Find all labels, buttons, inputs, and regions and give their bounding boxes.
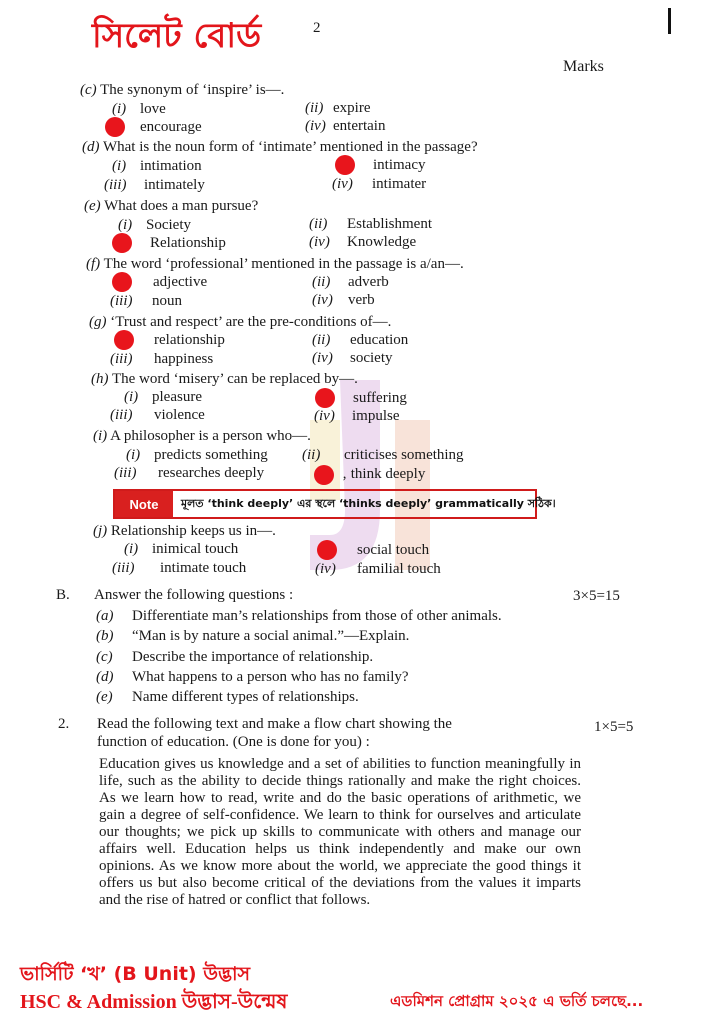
option: (i) inimical touch <box>124 541 239 557</box>
option: (iii) noun <box>110 293 182 309</box>
answer-mark <box>314 465 334 485</box>
q2-instruction-line1: Read the following text and make a flow chart showing the <box>97 716 452 732</box>
option: (ii) expire <box>305 100 371 116</box>
option: (iv) society <box>312 350 393 366</box>
option: (ii) adverb <box>312 274 389 290</box>
option: (iv) entertain <box>305 118 386 134</box>
question-i: (i) A philosopher is a person who—. <box>93 428 311 444</box>
list-item: (b) “Man is by nature a social animal.”—Explain. <box>96 628 410 644</box>
option: (iii) intimately <box>104 177 205 193</box>
list-item: (a) Differentiate man’s relationships from those of other animals. <box>96 608 502 624</box>
answer-mark <box>112 272 132 292</box>
question-e: (e) What does a man pursue? <box>84 198 259 214</box>
option: (iii) happiness <box>110 351 214 367</box>
option: (i) love <box>112 101 166 117</box>
answer-mark <box>317 540 337 560</box>
option: ‚ think deeply <box>342 466 426 482</box>
option: (i) predicts something <box>126 447 268 463</box>
answer-mark <box>112 233 132 253</box>
option: suffering <box>353 390 407 406</box>
footer-promo: এডমিশন প্রোগ্রাম ২০২৫ এ ভর্তি চলছে... <box>390 992 644 1010</box>
option: (i) pleasure <box>124 389 202 405</box>
section-b-label: B. <box>56 587 70 603</box>
answer-mark <box>335 155 355 175</box>
section-b-marks: 3×5=15 <box>573 588 620 604</box>
note-box <box>113 489 556 519</box>
option: (iv) Knowledge <box>309 234 417 250</box>
margin-rule <box>668 8 671 34</box>
answer-mark <box>315 388 335 408</box>
option: (ii) education <box>312 332 409 348</box>
question-h: (h) The word ‘misery’ can be replaced by—. <box>91 371 358 387</box>
question-j: (j) Relationship keeps us in—. <box>93 523 276 539</box>
option: (ii) Establishment <box>309 216 432 232</box>
note-tag: Note <box>115 491 173 517</box>
option: encourage <box>140 119 202 135</box>
q2-number: 2. <box>58 716 70 732</box>
page-number: 2 <box>313 20 321 36</box>
option: (ii) criticises something <box>302 447 464 463</box>
option: (i) intimation <box>112 158 202 174</box>
answer-mark <box>105 117 125 137</box>
q2-marks: 1×5=5 <box>594 719 634 735</box>
board-title: সিলেট বোর্ড <box>92 16 262 56</box>
option: (iii) researches deeply <box>114 465 265 481</box>
option: intimacy <box>373 157 426 173</box>
question-d: (d) What is the noun form of ‘intimate’ mentioned in the passage? <box>82 139 478 155</box>
option: (iv) impulse <box>314 408 400 424</box>
question-c: (c) The synonym of ‘inspire’ is—. <box>80 82 285 98</box>
note-text: মূলত ‘think deeply’ এর স্থলে ‘thinks deeply’ grammatically সঠিক। <box>181 496 556 510</box>
option: (iii) intimate touch <box>112 560 247 576</box>
q2-passage: Education gives us knowledge and a set of abilities to function meaningfully in life, such as the ability to decide things rationally and make the right choices. As we learn how to read, write and do the basic operations of arithmetic, we gain a degree of self-confidence. We learn to think for ourselves and articulate our thoughts; we pick up skills to communicate with others and manage our affairs well. Education helps us think independently and make our own opinions. As we know more about the world, we appreciate the good things it offers us but also become critical of the deviations from the values it imparts and the rise of hatred or conflict that follows. <box>99 756 581 908</box>
question-f: (f) The word ‘professional’ mentioned in the passage is a/an—. <box>86 256 464 272</box>
option: (iv) verb <box>312 292 375 308</box>
option: adjective <box>153 274 208 290</box>
option: (iv) familial touch <box>315 561 441 577</box>
option: (i) Society <box>118 217 191 233</box>
q2-instruction-line2: function of education. (One is done for you) : <box>97 734 370 750</box>
option: Relationship <box>150 235 226 251</box>
option: social touch <box>357 542 430 558</box>
marks-label: Marks <box>563 58 604 75</box>
option: relationship <box>154 332 225 348</box>
option: (iii) violence <box>110 407 205 423</box>
list-item: (c) Describe the importance of relationship. <box>96 649 374 665</box>
question-g: (g) ‘Trust and respect’ are the pre-conditions of—. <box>89 314 392 330</box>
list-item: (d) What happens to a person who has no family? <box>96 669 409 685</box>
footer-brand-line1: ভার্সিটি ‘খ’ (B Unit) উদ্ভাস <box>20 963 251 985</box>
footer-brand-line2: HSC & Admission উদ্ভাস-উন্মেষ <box>20 991 288 1013</box>
answer-mark <box>114 330 134 350</box>
option: (iv) intimater <box>332 176 427 192</box>
section-b-instruction: Answer the following questions : <box>94 587 294 603</box>
list-item: (e) Name different types of relationships. <box>96 689 359 705</box>
